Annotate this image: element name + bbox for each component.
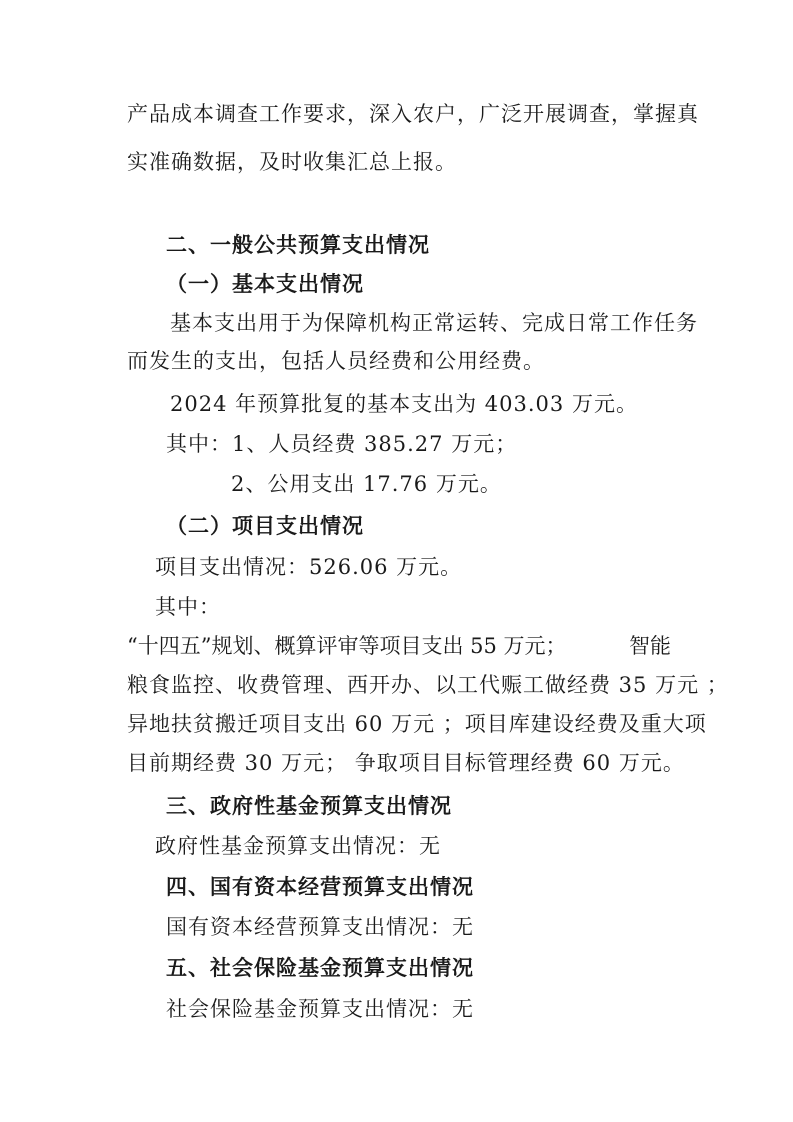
section5-heading: 五、社会保险基金预算支出情况	[166, 956, 474, 980]
project-line-1-part-a: “十四五”规划、概算评审等项目支出 55 万元；	[127, 634, 567, 658]
basic-desc-line-1: 基本支出用于为保障机构正常运转、完成日常工作任务	[170, 311, 698, 335]
intro-line-2: 实准确数据，及时收集汇总上报。	[127, 150, 457, 174]
section3-text: 政府性基金预算支出情况：无	[155, 834, 441, 858]
basic-expenditure-heading: （一）基本支出情况	[166, 271, 364, 296]
intro-line-1: 产品成本调查工作要求，深入农户，广泛开展调查，掌握真	[127, 102, 699, 126]
project-expenditure-heading: （二）项目支出情况	[166, 513, 364, 538]
project-line-1-part-b: 智能	[629, 634, 671, 658]
section2-heading: 二、一般公共预算支出情况	[166, 233, 430, 257]
project-line-4: 目前期经费 30 万元； 争取项目目标管理经费 60 万元。	[127, 751, 685, 775]
project-line-1	[127, 632, 671, 660]
basic-item-2: 2、公用支出 17.76 万元。	[231, 472, 502, 496]
section3-heading: 三、政府性基金预算支出情况	[166, 794, 452, 818]
project-total: 项目支出情况：526.06 万元。	[155, 555, 463, 579]
project-line-2: 粮食监控、收费管理、西开办、以工代赈工做经费 35 万元 ；	[127, 673, 729, 697]
basic-total: 2024 年预算批复的基本支出为 403.03 万元。	[170, 392, 638, 416]
section4-heading: 四、国有资本经营预算支出情况	[166, 875, 474, 899]
section5-text: 社会保险基金预算支出情况：无	[166, 997, 474, 1021]
project-line-3: 异地扶贫搬迁项目支出 60 万元 ；项目库建设经费及重大项	[127, 712, 707, 736]
basic-item-1: 其中：1、人员经费 385.27 万元；	[166, 432, 518, 456]
project-among: 其中：	[155, 595, 221, 619]
section4-text: 国有资本经营预算支出情况：无	[166, 915, 474, 939]
basic-desc-line-2: 而发生的支出，包括人员经费和公用经费。	[127, 349, 545, 373]
